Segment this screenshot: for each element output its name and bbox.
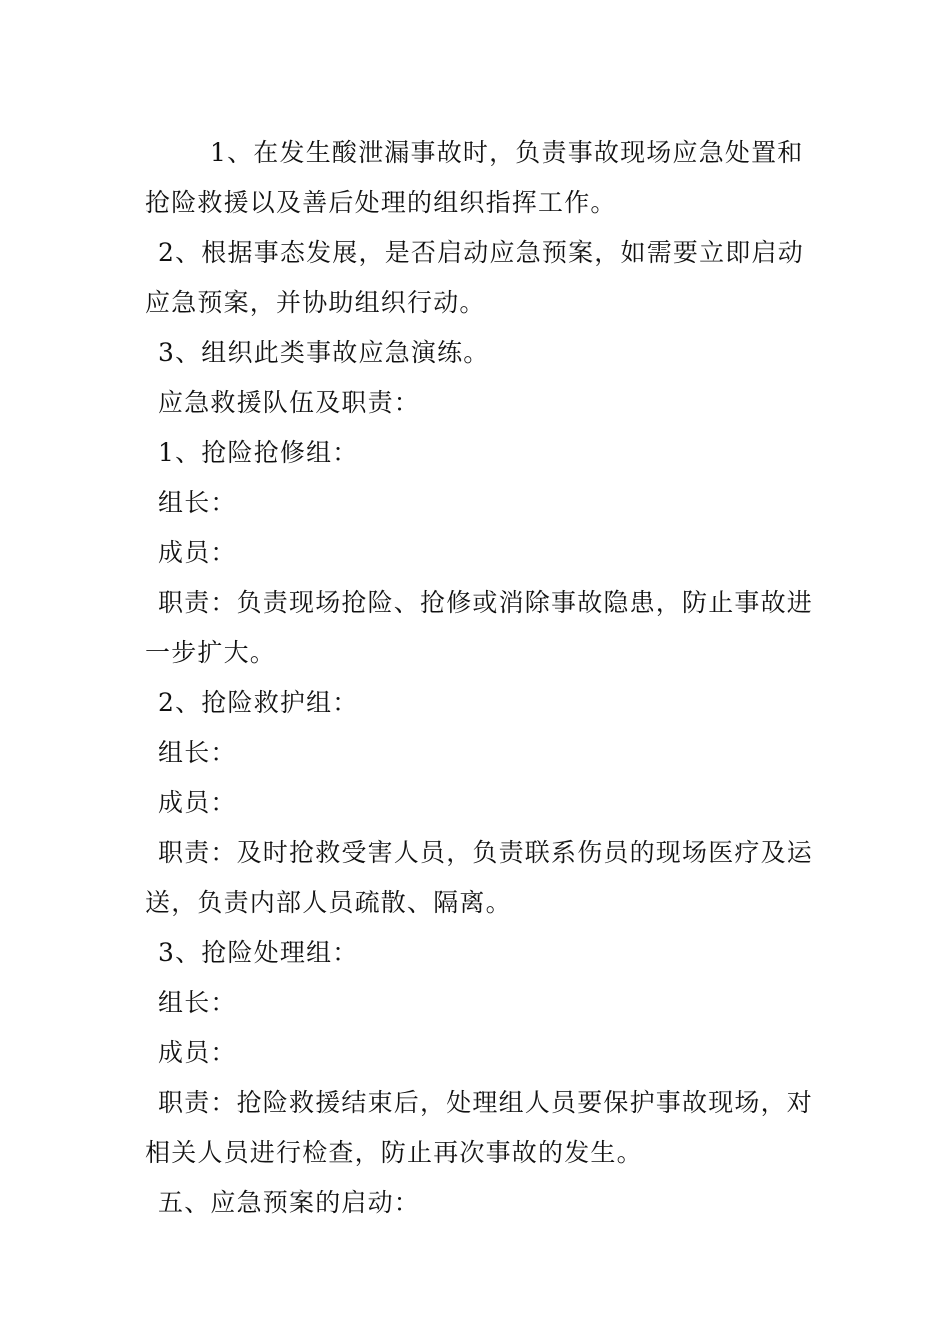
paragraph-line: 应急预案，并协助组织行动。	[145, 288, 486, 317]
group-leader-label: 组长：	[158, 988, 237, 1017]
group-leader-label: 组长：	[158, 738, 237, 767]
paragraph-line: 一步扩大。	[145, 638, 277, 667]
group-members-label: 成员：	[158, 788, 237, 817]
paragraph-line: 相关人员进行检查，防止再次事故的发生。	[145, 1138, 643, 1167]
group-heading: 3、抢险处理组：	[158, 938, 359, 967]
group-heading: 1、抢险抢修组：	[158, 438, 359, 467]
paragraph-line: 抢险救援以及善后处理的组织指挥工作。	[145, 188, 617, 217]
group-members-label: 成员：	[158, 1038, 237, 1067]
section-heading: 五、应急预案的启动：	[158, 1188, 421, 1217]
paragraph-line: 送，负责内部人员疏散、隔离。	[145, 888, 512, 917]
paragraph-line: 2、根据事态发展，是否启动应急预案，如需要立即启动	[158, 238, 804, 267]
paragraph-line: 3、组织此类事故应急演练。	[158, 338, 490, 367]
paragraph-line: 职责：负责现场抢险、抢修或消除事故隐患，防止事故进	[158, 588, 814, 617]
paragraph-line: 1、在发生酸泄漏事故时，负责事故现场应急处置和	[210, 138, 804, 167]
group-members-label: 成员：	[158, 538, 237, 567]
section-heading: 应急救援队伍及职责：	[158, 388, 421, 417]
group-heading: 2、抢险救护组：	[158, 688, 359, 717]
group-leader-label: 组长：	[158, 488, 237, 517]
paragraph-line: 职责：及时抢救受害人员，负责联系伤员的现场医疗及运	[158, 838, 814, 867]
paragraph-line: 职责：抢险救援结束后，处理组人员要保护事故现场，对	[158, 1088, 814, 1117]
